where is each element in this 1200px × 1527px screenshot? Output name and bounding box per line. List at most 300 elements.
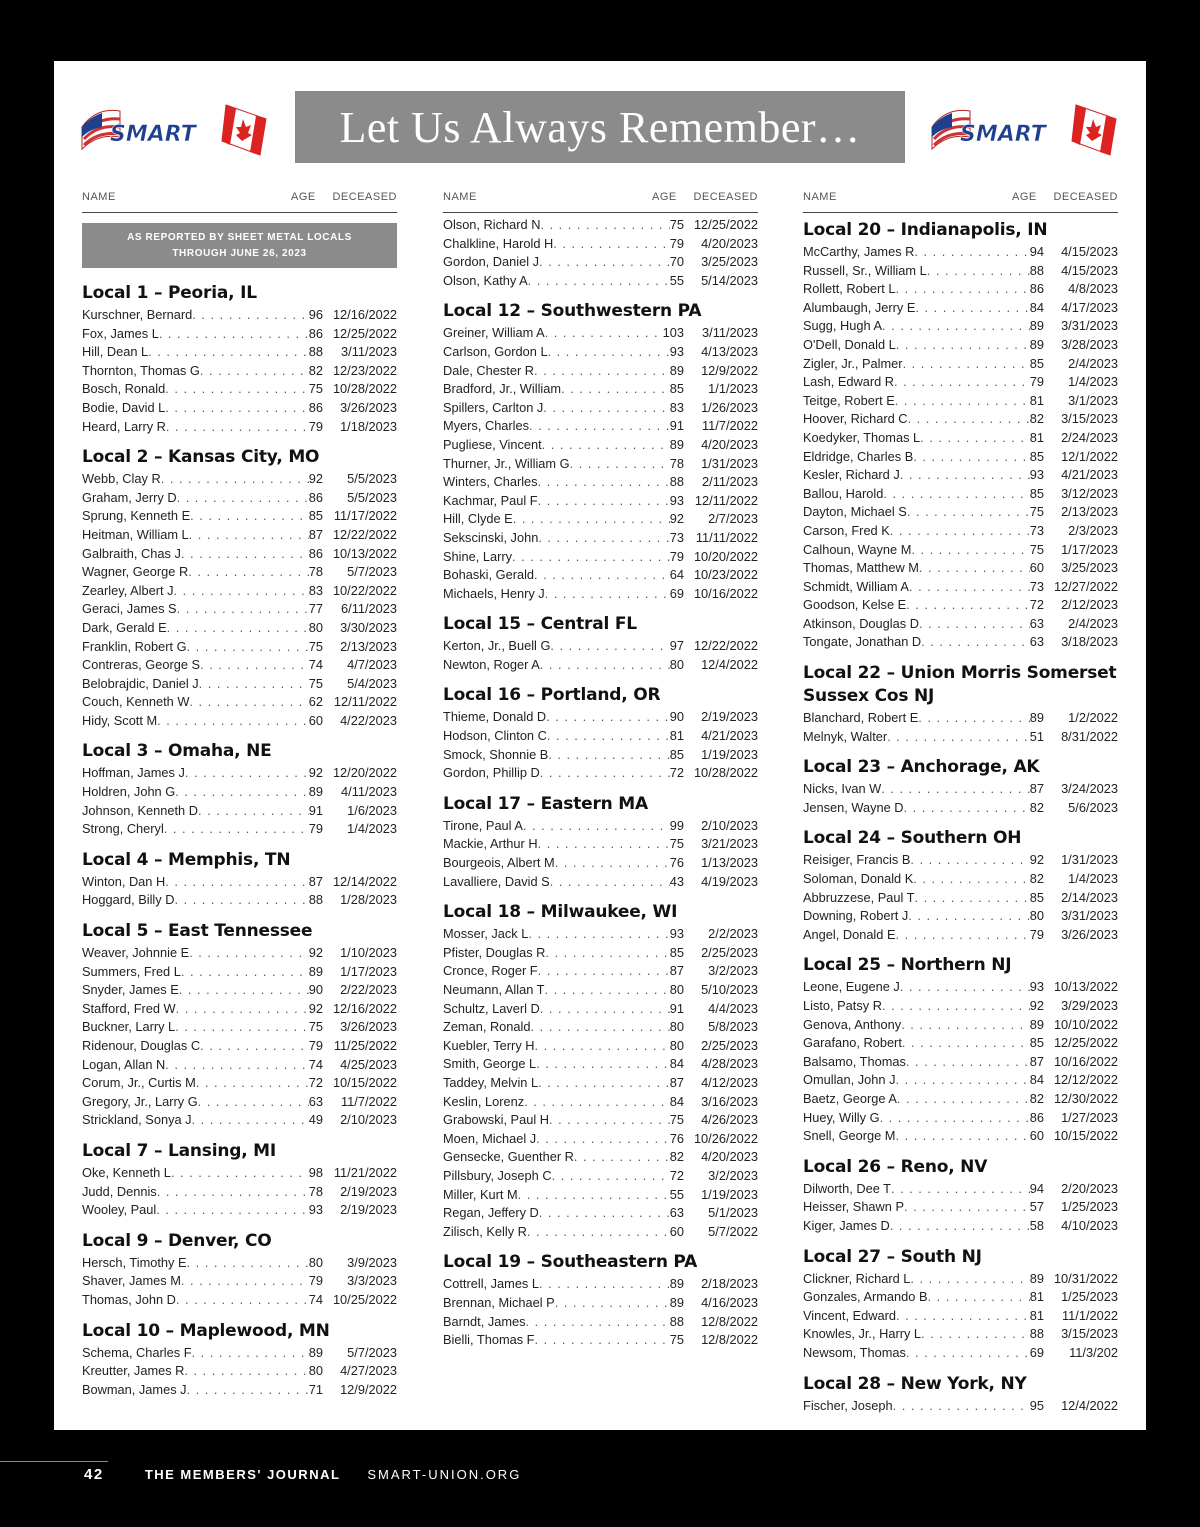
member-age: 82 <box>308 362 323 378</box>
member-age: 60 <box>1029 1128 1044 1144</box>
member-name: Smock, Shonnie B <box>443 746 549 762</box>
dot-leader <box>538 473 670 492</box>
member-name: Snyder, James E <box>82 982 179 998</box>
dot-leader <box>164 820 309 839</box>
deceased-date: 2/25/2023 <box>701 1037 758 1053</box>
member-name: Huey, Willy G <box>803 1109 880 1125</box>
member-name: Knowles, Jr., Harry L <box>803 1326 922 1342</box>
member-age: 86 <box>308 545 323 561</box>
obituary-row <box>803 1053 1118 1072</box>
member-age: 86 <box>1029 281 1044 297</box>
member-age: 95 <box>1029 1397 1044 1413</box>
local-title: Local 22 – Union Morris Somerset Sussex Cos NJ <box>803 663 1117 707</box>
member-name: Taddey, Melvin L <box>443 1074 539 1090</box>
deceased-date: 12/14/2022 <box>332 873 397 889</box>
dot-leader <box>536 1055 670 1074</box>
deceased-date: 1/31/2023 <box>701 455 758 471</box>
deceased-date: 1/27/2023 <box>1061 1109 1118 1125</box>
deceased-date: 3/31/2023 <box>1061 318 1118 334</box>
member-name: Pfister, Douglas R <box>443 944 546 960</box>
deceased-date: 5/5/2023 <box>347 489 397 505</box>
obituary-row <box>803 1109 1118 1128</box>
obituary-row <box>803 448 1118 467</box>
obituary-row <box>803 709 1118 728</box>
obituary-row <box>82 783 397 802</box>
dot-leader <box>542 436 670 455</box>
member-age: 60 <box>308 712 323 728</box>
canada-flag-icon <box>222 105 266 155</box>
obituary-row <box>803 997 1118 1016</box>
obituary-row <box>803 466 1118 485</box>
obituary-row <box>443 962 758 981</box>
member-age: 75 <box>1029 541 1044 557</box>
column-header <box>443 181 758 213</box>
obituary-row <box>443 473 758 492</box>
dot-leader <box>539 253 670 272</box>
obituary-row <box>803 317 1118 336</box>
dot-leader <box>883 485 1029 504</box>
canada-flag-icon <box>1072 105 1116 155</box>
member-name: Hill, Dean L <box>82 344 149 360</box>
member-name: Vincent, Edward <box>803 1307 896 1323</box>
obituary-row <box>803 392 1118 411</box>
dot-leader <box>176 1291 309 1310</box>
deceased-date: 11/21/2022 <box>333 1164 397 1180</box>
dot-leader <box>534 566 670 585</box>
member-age: 79 <box>308 1038 323 1053</box>
deceased-date: 1/17/2023 <box>1061 541 1118 557</box>
member-age: 93 <box>669 926 684 942</box>
obituary-row <box>803 1270 1118 1289</box>
local-title: Local 27 – South NJ <box>803 1246 982 1267</box>
member-age: 78 <box>669 455 684 471</box>
deceased-date: 4/22/2023 <box>340 712 397 728</box>
member-name: Baetz, George A <box>803 1090 897 1106</box>
deceased-date: 3/16/2023 <box>701 1093 758 1109</box>
member-name: Atkinson, Douglas D <box>803 615 919 631</box>
member-age: 77 <box>308 601 323 617</box>
deceased-date: 10/16/2022 <box>1053 1053 1118 1069</box>
member-age: 85 <box>669 381 684 397</box>
member-name: Kachmar, Paul F <box>443 492 538 508</box>
obituary-row <box>82 1093 397 1112</box>
obituary-row <box>443 585 758 604</box>
deceased-date: 4/11/2023 <box>341 784 397 800</box>
member-name: Tirone, Paul A <box>443 817 523 833</box>
dot-leader <box>919 615 1030 634</box>
deceased-date: 12/25/2022 <box>1053 1035 1118 1051</box>
member-name: Bohaski, Gerald <box>443 567 535 583</box>
dot-leader <box>900 466 1030 485</box>
deceased-date: 4/16/2023 <box>701 1294 758 1310</box>
member-age: 75 <box>308 381 323 397</box>
obituary-row <box>803 262 1118 281</box>
member-age: 55 <box>669 1186 684 1202</box>
obituary-row <box>443 1074 758 1093</box>
member-name: Dayton, Michael S <box>803 504 907 520</box>
header-name: NAME <box>82 191 116 203</box>
deceased-date: 3/15/2023 <box>1061 411 1118 427</box>
member-age: 84 <box>669 1056 684 1072</box>
member-name: Reisiger, Francis B <box>803 852 911 868</box>
local-section <box>82 1320 397 1400</box>
deceased-date: 1/13/2023 <box>701 855 758 871</box>
obituary-row <box>443 216 758 235</box>
obituary-row <box>443 835 758 854</box>
dot-leader <box>538 1074 670 1093</box>
deceased-date: 4/4/2023 <box>708 1000 758 1016</box>
member-age: 80 <box>669 982 684 997</box>
obituary-row <box>443 455 758 474</box>
dot-leader <box>921 633 1030 652</box>
obituary-row <box>803 522 1118 541</box>
dot-leader <box>177 489 309 508</box>
member-age: 94 <box>1029 244 1044 259</box>
local-section <box>443 300 758 603</box>
member-age: 89 <box>669 362 684 378</box>
deceased-date: 10/28/2022 <box>693 765 758 781</box>
page <box>54 61 1146 1430</box>
deceased-date: 4/15/2023 <box>1061 244 1118 259</box>
dot-leader <box>181 545 309 564</box>
deceased-date: 2/19/2023 <box>340 1183 397 1199</box>
local-title: Local 2 – Kansas City, MO <box>82 447 320 468</box>
dot-leader <box>198 1093 309 1112</box>
deceased-date: 1/25/2023 <box>1061 1289 1118 1305</box>
member-age: 82 <box>1029 411 1044 427</box>
deceased-date: 5/6/2023 <box>1068 799 1118 815</box>
member-name: Keslin, Lorenz <box>443 1093 525 1109</box>
obituary-row <box>82 712 397 731</box>
dot-leader <box>891 1180 1030 1199</box>
deceased-date: 10/31/2022 <box>1053 1270 1118 1286</box>
member-name: Stafford, Fred W <box>82 1000 176 1016</box>
member-age: 85 <box>1029 485 1044 501</box>
obituary-row <box>443 1294 758 1313</box>
member-name: Zigler, Jr., Palmer <box>803 355 903 371</box>
dot-leader <box>907 503 1030 522</box>
member-name: Contreras, George S <box>82 657 201 673</box>
obituary-row <box>82 891 397 910</box>
obituary-row <box>82 764 397 783</box>
member-age: 91 <box>669 1000 684 1016</box>
deceased-date: 3/18/2023 <box>1061 634 1118 650</box>
member-name: Bodie, David L <box>82 399 166 415</box>
dot-leader <box>171 1164 309 1183</box>
obituary-row <box>82 981 397 1000</box>
member-age: 88 <box>1029 1326 1044 1342</box>
obituary-row <box>443 1093 758 1112</box>
dot-leader <box>540 656 670 675</box>
member-name: Graham, Jerry D <box>82 489 177 505</box>
member-name: Gonzales, Armando B <box>803 1289 928 1305</box>
deceased-date: 3/1/2023 <box>1068 392 1118 408</box>
member-age: 82 <box>1029 1090 1044 1106</box>
dot-leader <box>897 1090 1030 1109</box>
obituary-row <box>443 1223 758 1242</box>
obituary-row <box>443 817 758 836</box>
dot-leader <box>906 596 1030 615</box>
member-name: Kesler, Richard J <box>803 467 900 483</box>
member-age: 87 <box>1029 781 1044 797</box>
deceased-date: 12/8/2022 <box>701 1313 758 1329</box>
deceased-date: 10/22/2022 <box>332 582 397 598</box>
obituary-row <box>803 1325 1118 1344</box>
local-section <box>443 216 758 290</box>
member-age: 78 <box>308 1183 323 1199</box>
obituary-row <box>82 638 397 657</box>
obituary-row <box>443 1204 758 1223</box>
member-age: 87 <box>308 526 323 542</box>
dot-leader <box>196 1074 309 1093</box>
obituary-row <box>803 578 1118 597</box>
dot-leader <box>545 324 663 343</box>
member-name: Cronce, Roger F <box>443 963 538 979</box>
obituary-row <box>803 299 1118 318</box>
member-name: Gregory, Jr., Larry G <box>82 1093 198 1109</box>
dot-leader <box>895 1071 1029 1090</box>
obituary-row <box>443 272 758 291</box>
member-name: Buckner, Larry L <box>82 1019 176 1035</box>
obituary-row <box>82 489 397 508</box>
member-name: Dark, Gerald E <box>82 619 167 635</box>
obituary-row <box>443 1000 758 1019</box>
deceased-date: 1/18/2023 <box>340 418 397 434</box>
member-age: 80 <box>1029 908 1044 924</box>
obituary-row <box>82 325 397 344</box>
member-name: Angel, Donald E <box>803 926 896 942</box>
dot-leader <box>165 1056 309 1075</box>
member-name: Lavalliere, David S <box>443 873 550 889</box>
deceased-date: 1/31/2023 <box>1061 852 1118 868</box>
obituary-row <box>803 907 1118 926</box>
obituary-row <box>82 1018 397 1037</box>
local-title: Local 26 – Reno, NV <box>803 1156 988 1177</box>
deceased-date: 3/15/2023 <box>1061 1326 1118 1342</box>
member-age: 99 <box>669 817 684 833</box>
dot-leader <box>910 1270 1029 1289</box>
dot-leader <box>913 870 1030 889</box>
member-age: 60 <box>1029 560 1044 576</box>
dot-leader <box>895 1127 1029 1146</box>
obituary-row <box>803 373 1118 392</box>
member-name: Sekscinski, John <box>443 529 539 545</box>
member-age: 69 <box>669 585 684 601</box>
deceased-date: 3/29/2023 <box>1061 998 1118 1013</box>
member-age: 80 <box>308 1363 323 1379</box>
obituary-row <box>82 820 397 839</box>
dot-leader <box>543 399 669 418</box>
dot-leader <box>547 727 670 746</box>
deceased-date: 10/28/2022 <box>332 381 397 397</box>
member-age: 92 <box>669 511 684 527</box>
member-name: Barndt, James <box>443 1313 526 1329</box>
dot-leader <box>539 1275 670 1294</box>
dot-leader <box>915 299 1029 318</box>
deceased-date: 2/4/2023 <box>1068 615 1118 631</box>
member-age: 75 <box>308 1019 323 1035</box>
deceased-date: 2/11/2023 <box>702 474 758 490</box>
deceased-date: 4/20/2023 <box>701 436 758 452</box>
member-age: 43 <box>669 873 684 889</box>
local-title: Local 23 – Anchorage, AK <box>803 757 1040 778</box>
dot-leader <box>549 1111 670 1130</box>
website-link[interactable]: SMART-UNION.ORG <box>367 1467 522 1482</box>
local-section <box>82 282 397 436</box>
obituary-row <box>803 355 1118 374</box>
dot-leader <box>895 392 1030 411</box>
dot-leader <box>175 783 309 802</box>
dot-leader <box>535 1331 670 1350</box>
member-name: Mackie, Arthur H <box>443 836 538 852</box>
obituary-row <box>82 1183 397 1202</box>
obituary-row <box>82 675 397 694</box>
member-age: 79 <box>669 548 684 564</box>
deceased-date: 10/26/2022 <box>693 1130 758 1146</box>
member-name: Blanchard, Robert E <box>803 710 919 726</box>
member-age: 96 <box>308 307 323 322</box>
dot-leader <box>159 325 309 344</box>
deceased-date: 12/12/2022 <box>1053 1072 1118 1088</box>
member-name: Kreutter, James R <box>82 1363 185 1379</box>
obituary-row <box>803 336 1118 355</box>
member-name: Calhoun, Wayne M <box>803 541 912 557</box>
member-age: 85 <box>1029 1035 1044 1051</box>
smart-logo-right <box>926 97 1122 161</box>
obituary-row <box>803 728 1118 747</box>
obituary-row <box>803 280 1118 299</box>
dot-leader <box>890 1217 1030 1236</box>
local-section <box>803 1246 1118 1363</box>
member-name: Lash, Edward R <box>803 374 895 390</box>
member-age: 86 <box>308 489 323 505</box>
member-name: Gordon, Phillip D <box>443 765 540 781</box>
deceased-date: 4/21/2023 <box>1061 467 1118 483</box>
member-age: 92 <box>1029 852 1044 868</box>
member-name: Newton, Roger A <box>443 656 540 672</box>
member-name: Thomas, Matthew M <box>803 560 919 576</box>
dot-leader <box>538 492 670 511</box>
member-age: 85 <box>1029 889 1044 905</box>
deceased-date: 2/24/2023 <box>1061 429 1118 445</box>
dot-leader <box>512 548 670 567</box>
obituary-row <box>803 559 1118 578</box>
obituary-row <box>82 1344 397 1363</box>
dot-leader <box>909 578 1030 597</box>
report-note-line1: AS REPORTED BY SHEET METAL LOCALS <box>127 232 352 243</box>
member-name: Couch, Kenneth W <box>82 694 190 710</box>
member-age: 91 <box>669 418 684 434</box>
header-age: AGE <box>652 191 677 203</box>
dot-leader <box>175 1018 309 1037</box>
deceased-date: 12/25/2022 <box>693 217 758 232</box>
deceased-date: 4/25/2023 <box>340 1056 397 1072</box>
dot-leader <box>526 1313 670 1332</box>
dot-leader <box>161 470 309 489</box>
dot-leader <box>901 1016 1030 1035</box>
deceased-date: 3/30/2023 <box>340 619 397 635</box>
local-title: Local 12 – Southwestern PA <box>443 301 702 322</box>
member-age: 70 <box>669 254 684 270</box>
deceased-date: 11/17/2022 <box>333 508 397 524</box>
deceased-date: 5/10/2023 <box>701 982 758 997</box>
obituary-row <box>82 470 397 489</box>
smart-logo-left <box>76 97 272 161</box>
local-section <box>82 849 397 910</box>
member-name: Hill, Clyde E <box>443 511 513 527</box>
deceased-date: 12/1/2022 <box>1061 448 1118 464</box>
local-title: Local 3 – Omaha, NE <box>82 741 272 762</box>
deceased-date: 2/13/2023 <box>1061 504 1118 520</box>
member-age: 89 <box>669 1294 684 1310</box>
obituary-row <box>803 485 1118 504</box>
obituary-row <box>443 548 758 567</box>
local-title: Local 24 – Southern OH <box>803 828 1022 849</box>
member-name: Jensen, Wayne D <box>803 799 904 815</box>
obituary-row <box>443 399 758 418</box>
obituary-row <box>82 526 397 545</box>
obituary-row <box>803 780 1118 799</box>
dot-leader <box>545 944 669 963</box>
dot-leader <box>157 712 309 731</box>
obituary-row <box>803 410 1118 429</box>
local-section <box>443 1251 758 1349</box>
report-note <box>82 223 397 268</box>
member-age: 75 <box>1029 504 1044 520</box>
obituary-row <box>443 417 758 436</box>
deceased-date: 3/25/2023 <box>701 254 758 270</box>
member-name: Ridenour, Douglas C <box>82 1038 201 1053</box>
member-age: 75 <box>308 638 323 654</box>
deceased-date: 3/2/2023 <box>708 963 758 979</box>
member-age: 91 <box>308 802 323 818</box>
member-name: Kiger, James D <box>803 1217 890 1233</box>
deceased-date: 2/12/2023 <box>1061 597 1118 613</box>
local-section <box>803 662 1118 746</box>
deceased-date: 10/20/2022 <box>693 548 758 564</box>
dot-leader <box>881 780 1030 799</box>
dot-leader <box>914 243 1029 262</box>
deceased-date: 4/8/2023 <box>1068 281 1118 297</box>
obituary-row <box>82 418 397 437</box>
member-name: Wagner, George R <box>82 564 189 580</box>
member-age: 55 <box>669 272 684 288</box>
member-age: 89 <box>308 1344 323 1360</box>
obituary-row <box>443 1018 758 1037</box>
report-note-line2: THROUGH JUNE 26, 2023 <box>172 248 307 259</box>
dot-leader <box>550 873 670 892</box>
deceased-date: 4/12/2023 <box>701 1074 758 1090</box>
dot-leader <box>902 1034 1030 1053</box>
member-age: 93 <box>669 492 684 508</box>
deceased-date: 1/28/2023 <box>340 892 397 908</box>
obituary-row <box>443 566 758 585</box>
dot-leader <box>545 981 670 1000</box>
member-name: Greiner, William A <box>443 325 545 341</box>
obituary-row <box>443 529 758 548</box>
dot-leader <box>880 1109 1030 1128</box>
obituary-row <box>443 380 758 399</box>
member-age: 74 <box>308 1056 323 1072</box>
obituary-row <box>443 1111 758 1130</box>
dot-leader <box>518 1186 670 1205</box>
member-name: Thomas, John D <box>82 1291 176 1307</box>
obituary-row <box>82 944 397 963</box>
member-name: Winters, Charles <box>443 474 538 490</box>
obituary-row <box>82 1272 397 1291</box>
deceased-date: 12/27/2022 <box>1053 578 1118 594</box>
dot-leader <box>189 944 309 963</box>
